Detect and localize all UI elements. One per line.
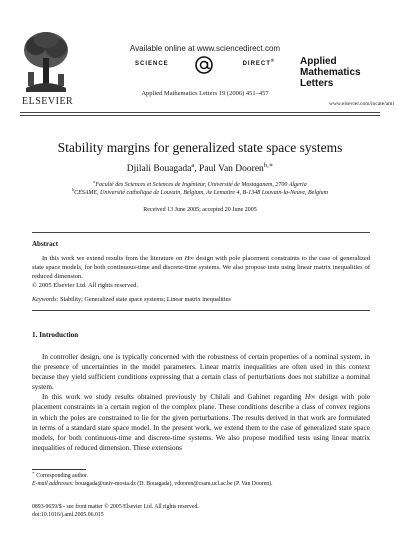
article-title: Stability margins for generalized state space systems	[57, 140, 343, 155]
affiliation-a: $^a$Faculté des Sciences et Sciences de Ingénieur, Université de Mostaganem, 2700 Algeria	[93, 179, 307, 188]
journal-header	[0, 0, 400, 116]
introduction-heading: 1. Introduction	[32, 331, 79, 339]
footnote	[32, 472, 372, 488]
elsevier-tree-logo-icon	[20, 28, 72, 96]
affiliation-b: $^b$CESAME, Université catholique de Louvain, Belgium, Av Lemaitre 4, B-1348 Louvain-la-Neuve, Belgium	[71, 187, 329, 196]
journal-name-line-1: Applied	[300, 56, 337, 67]
author-name[interactable]: Djilali Bouagada	[126, 164, 192, 174]
intro-paragraph-2: In this work we study results obtained previously by Chilali and Gahinet regarding H∞ design with pole placement constraints in a certain region of the complex plane. These conditions describe a class of convex regions in which the poles are constrained to lie for the given perturbations. The results derived in that work are formulated in terms of a standard state space model. In the present work, we extend them to the case of generalized state space models, for both continuous-time and discrete-time systems. We also propose modified tests using linear matrix inequalities of reduced dimension. These extensions	[32, 393, 371, 452]
email-addresses: E-mail addresses: bouagada@univ-mosta.dz (D. Bouagada), vdooren@csam.ucl.ac.be (P. Van Dooren).	[32, 481, 273, 487]
sciencedirect-at-icon	[193, 56, 215, 74]
sciencedirect-logo	[135, 56, 275, 74]
corresponding-author-note: ∗ Corresponding author.	[32, 470, 89, 479]
abstract-body	[32, 254, 370, 290]
author-affil-marker: a	[191, 161, 195, 169]
introduction-body	[32, 352, 370, 453]
sd-direct-text: DIRECT®	[242, 58, 275, 67]
received-dates: Received 13 June 2005; accepted 20 June 2005	[143, 207, 257, 213]
header-rule-top	[20, 112, 380, 113]
email-list[interactable]: bouagada@univ-mosta.dz (D. Bouagada), vdooren@csam.ucl.ac.be (P. Van Dooren).	[75, 481, 273, 487]
abstract-heading: Abstract	[32, 240, 59, 248]
author-separator: ,	[194, 164, 200, 174]
publisher-name: ELSEVIER	[22, 96, 74, 107]
author-name[interactable]: Paul Van Dooren	[199, 164, 264, 174]
journal-name-block	[300, 56, 390, 89]
available-online-text: Available online at www.sciencedirect.com	[129, 44, 281, 53]
keywords-label: Keywords:	[32, 296, 59, 303]
front-matter-info	[32, 503, 372, 519]
footnote-rule	[32, 469, 86, 470]
author-list	[0, 161, 400, 174]
journal-reference: Applied Mathematics Letters 19 (2006) 451–457	[141, 90, 269, 97]
doi-line[interactable]: doi:10.1016/j.aml.2005.06.015	[32, 512, 104, 518]
abstract-paragraph: In this work we extend results from the literature on H∞ design with pole placement constraints to the case of generalized state space models, for both continuous-time and discrete-time systems. We also propose tests using linear matrix inequalities of reduced dimension.	[32, 255, 371, 280]
abstract-rule-top	[32, 232, 370, 233]
journal-url-link[interactable]: www.elsevier.com/locate/aml	[328, 101, 394, 107]
abstract-copyright: © 2005 Elsevier Ltd. All rights reserved.	[32, 282, 139, 289]
intro-paragraph-1: In controller design, one is typically concerned with the robustness of certain properties of a nominal system, in the presence of uncertainties in the model parameters. Linear matrix inequalities are often used in this context because they yield sufficient conditions expressing that a certain class of perturbations does not stabilize a nominal system.	[32, 353, 370, 392]
journal-name-line-2: Mathematics	[300, 67, 361, 78]
journal-name-line-3: Letters	[300, 78, 334, 89]
abstract-rule-bottom	[32, 310, 370, 311]
keywords-line	[32, 296, 370, 303]
keywords-list: Stability; Generalized state space systems; Linear matrix inequalities	[60, 296, 231, 303]
sd-science-text: SCIENCE	[135, 61, 169, 67]
author-affil-marker: b,∗	[263, 161, 274, 169]
header-rule-bottom	[20, 115, 380, 116]
issn-line: 0893-9659/$ - see front matter © 2005 Elsevier Ltd. All rights reserved.	[32, 504, 199, 510]
